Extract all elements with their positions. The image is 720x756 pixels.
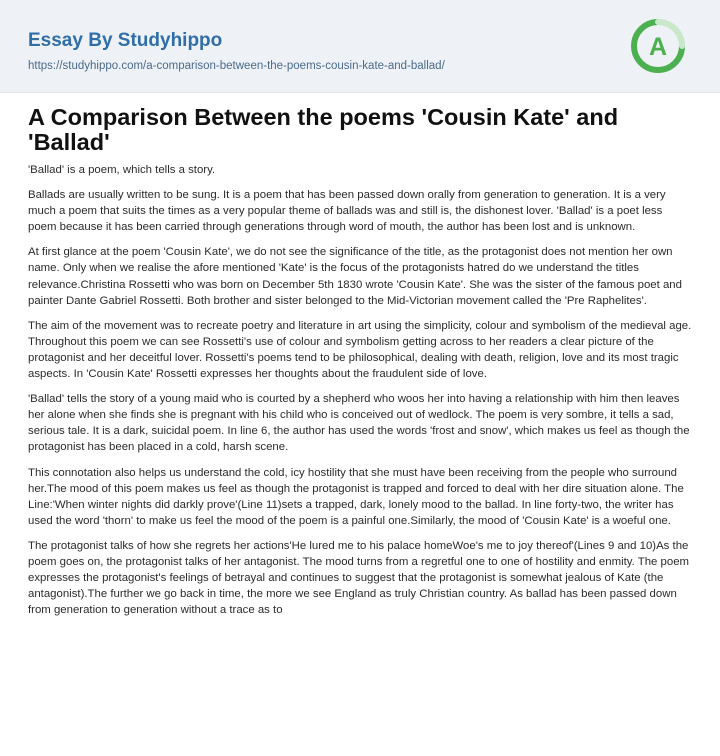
paragraph: The protagonist talks of how she regrets her actions'He lured me to his palace homeWoe's me to joy thereof'(Lines 9 and 10)As the poem goes on, the protagonist talks of her antagonist. The mood turns from a regretful one to one of hostility and enmity. The poem expresses the protagonist's feelings of betrayal and continues to suggest that the protagonist is somewhat jealous of Kate (the antagonist).The further we go back in time, the more we see England as truly Christian country. As ballad has been passed down from generation to generation without a trace as to (28, 539, 690, 617)
brand-title[interactable]: Essay By Studyhippo (28, 30, 223, 51)
paragraph: At first glance at the poem 'Cousin Kate', we do not see the significance of the title, as the protagonist does not mention her own name. Only when we realise the afore mentioned 'Kate' is the focus of the protagonists hatred do we understand the titles relevance.Christina Rossetti who was born on December 5th 1830 wrote 'Cousin Kate'. She was the sister of the famous poet and painter Dante Gabriel Rossetti. Both brother and sister belonged to the Mid-Victorian movement called the 'Pre Raphelites'. (28, 246, 682, 307)
site-header (0, 0, 720, 93)
paragraph: The aim of the movement was to recreate poetry and literature in art using the simplicity, colour and symbolism of the medieval age. Throughout this poem we can see Rossetti's use of colour and symbolism getting across to her readers a clear picture of the protagonist and her deceitful lover. Rossetti's poems tend to be philosophical, dealing with death, religion, love and its most tragic aspects. In 'Cousin Kate' Rossetti expresses her thoughts about the fraudulent side of love. (28, 319, 692, 381)
paragraph: Ballads are usually written to be sung. It is a poem that has been passed down orally from generation to generation. It is a very much a poem that suits the times as a very popular theme of ballads was and still is, the dishonest lover. 'Ballad' is a poet less poem because it has been carried through generations through word of mouth, the author has been lost and is unknown. (28, 189, 666, 234)
paragraph: 'Ballad' tells the story of a young maid who is courted by a shepherd who woos her into having a relationship with him then leaves her alone when she finds she is pregnant with his child who is conceived out of wedlock. The poem is very sombre, it tells a sad, serious tale. It is a dark, suicidal poem. In line 6, the author has used the words 'frost and snow', which makes us feel as though the protagonist has been placed in a cold, harsh scene. (28, 393, 690, 454)
studyhippo-logo-icon (628, 16, 688, 76)
logo-letter: A (648, 33, 668, 61)
article-title: A Comparison Between the poems 'Cousin Kate' and 'Ballad' (28, 104, 619, 155)
article (0, 93, 720, 618)
paragraph: 'Ballad' is a poem, which tells a story. (28, 164, 216, 176)
source-url[interactable]: https://studyhippo.com/a-comparison-between-the-poems-cousin-kate-and-ballad/ (28, 60, 445, 72)
paragraph: This connotation also helps us understand the cold, icy hostility that she must have been receiving from the people who surround her.The mood of this poem makes us feel as though the protagonist is trapped and forced to deal with her dire situation alone. The Line:'When winter nights did darkly prove'(Line 11)sets a trapped, dark, lonely mood to the ballad. In line forty-two, the writer has used the word 'thorn' to make us feel the mood of the poem is a painful one.Similarly, the mood of 'Cousin Kate' is a woeful one. (28, 466, 684, 527)
